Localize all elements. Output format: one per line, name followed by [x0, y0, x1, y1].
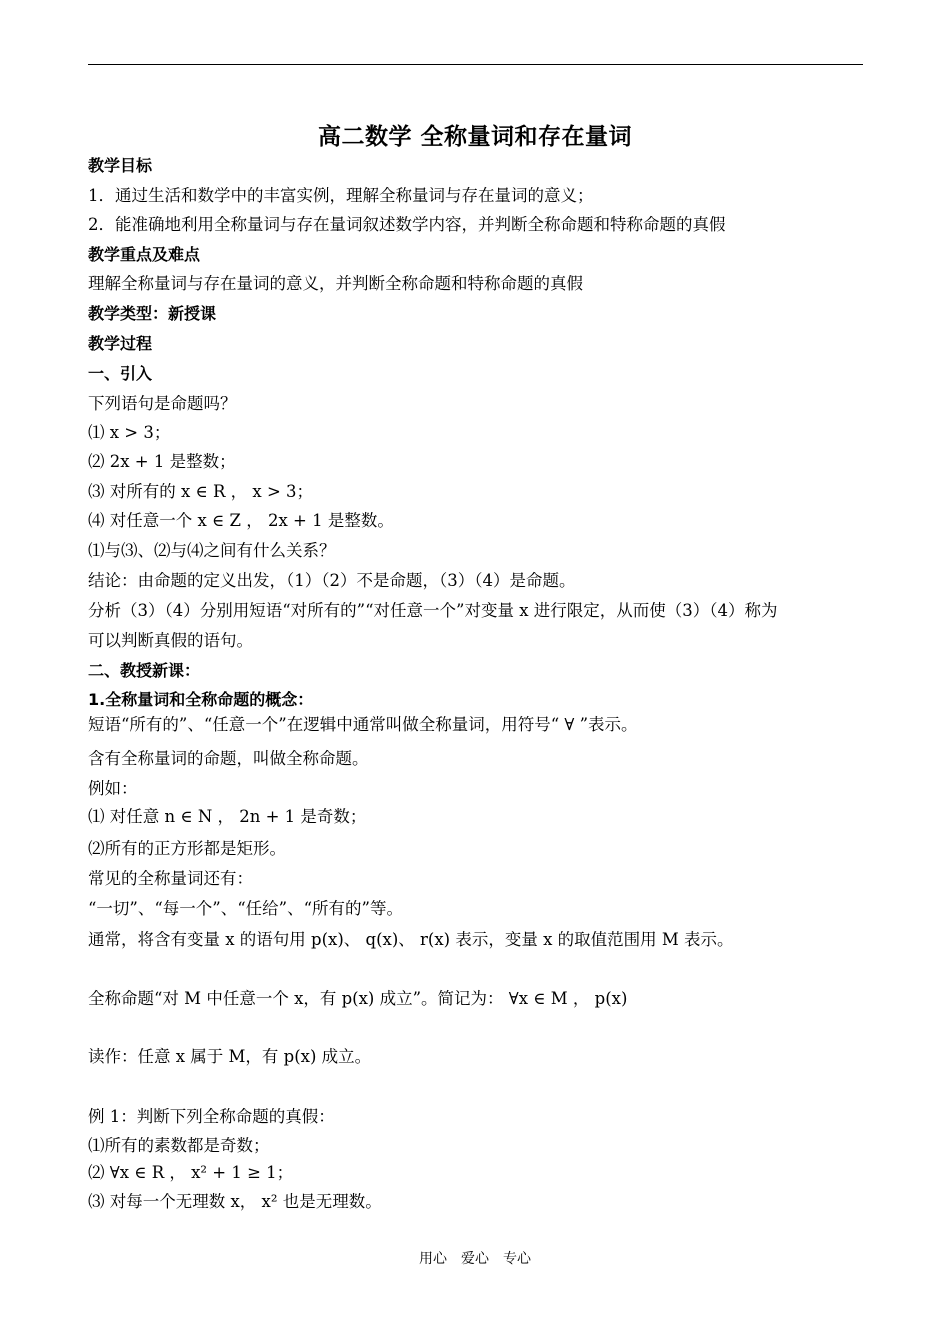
heading-process: 教学过程 — [88, 334, 153, 353]
reading-note: 读作：任意 x 属于 M，有 p(x) 成立。 — [88, 1047, 372, 1066]
statement-1: ⑴ x > 3； — [88, 423, 171, 442]
section-intro: 一、引入 — [88, 364, 153, 383]
statement-2: ⑵ 2x + 1 是整数； — [88, 452, 236, 471]
example-1-item-3: ⑶ 对每一个无理数 x， x² 也是无理数。 — [88, 1192, 382, 1211]
page-title: 高二数学 全称量词和存在量词 — [317, 124, 632, 150]
objective-2: 2．能准确地利用全称量词与存在量词叙述数学内容，并判断全称命题和特称命题的真假 — [88, 215, 726, 234]
section-new-lesson: 二、教授新课： — [88, 661, 201, 680]
universal-proposition-def: 含有全称量词的命题，叫做全称命题。 — [88, 749, 369, 768]
universal-notation: 全称命题“对 M 中任意一个 x，有 p(x) 成立”。简记为： ∀x ∈ M ， p(x) — [88, 989, 628, 1008]
example-1: ⑴ 对任意 n ∈ N ， 2n + 1 是奇数； — [88, 807, 367, 826]
relation-question: ⑴与⑶、⑵与⑷之间有什么关系？ — [88, 541, 336, 560]
header-rule — [88, 64, 863, 65]
quantifier-list: “一切”、“每一个”、“任给”、“所有的”等。 — [88, 899, 403, 918]
heading-objectives: 教学目标 — [88, 156, 153, 175]
conclusion: 结论：由命题的定义出发，（1）（2）不是命题，（3）（4）是命题。 — [88, 571, 576, 590]
analysis-line-2: 可以判断真假的语句。 — [88, 631, 253, 650]
page-footer: 用心 爱心 专心 — [419, 1251, 531, 1267]
heading-key-points: 教学重点及难点 — [88, 245, 201, 264]
statement-4: ⑷ 对任意一个 x ∈ Z ， 2x + 1 是整数。 — [88, 511, 394, 530]
analysis-line-1: 分析（3）（4）分别用短语“对所有的”“对任意一个”对变量 x 进行限定，从而使（3）（4）称为 — [88, 601, 778, 620]
universal-definition: 短语“所有的”、“任意一个”在逻辑中通常叫做全称量词，用符号“ ∀ ”表示。 — [88, 715, 638, 734]
notation-explanation: 通常，将含有变量 x 的语句用 p(x)、 q(x)、 r(x) 表示，变量 x 的取值范围用 M 表示。 — [88, 930, 734, 949]
lesson-type: 教学类型：新授课 — [88, 304, 217, 323]
common-quantifiers: 常见的全称量词还有： — [88, 869, 253, 888]
example-label: 例如： — [88, 779, 138, 798]
intro-question: 下列语句是命题吗？ — [88, 394, 237, 413]
key-points-text: 理解全称量词与存在量词的意义，并判断全称命题和特称命题的真假 — [88, 274, 583, 293]
objective-1: 1．通过生活和数学中的丰富实例，理解全称量词与存在量词的意义； — [88, 186, 594, 205]
example-1-item-1: ⑴所有的素数都是奇数； — [88, 1136, 270, 1155]
subsection-universal: 1.全称量词和全称命题的概念： — [88, 690, 314, 709]
example-1-heading: 例 1：判断下列全称命题的真假： — [88, 1107, 335, 1126]
example-1-item-2: ⑵ ∀x ∈ R ， x² + 1 ≥ 1； — [88, 1163, 294, 1182]
statement-3: ⑶ 对所有的 x ∈ R ， x > 3； — [88, 482, 314, 501]
example-2: ⑵所有的正方形都是矩形。 — [88, 839, 286, 858]
